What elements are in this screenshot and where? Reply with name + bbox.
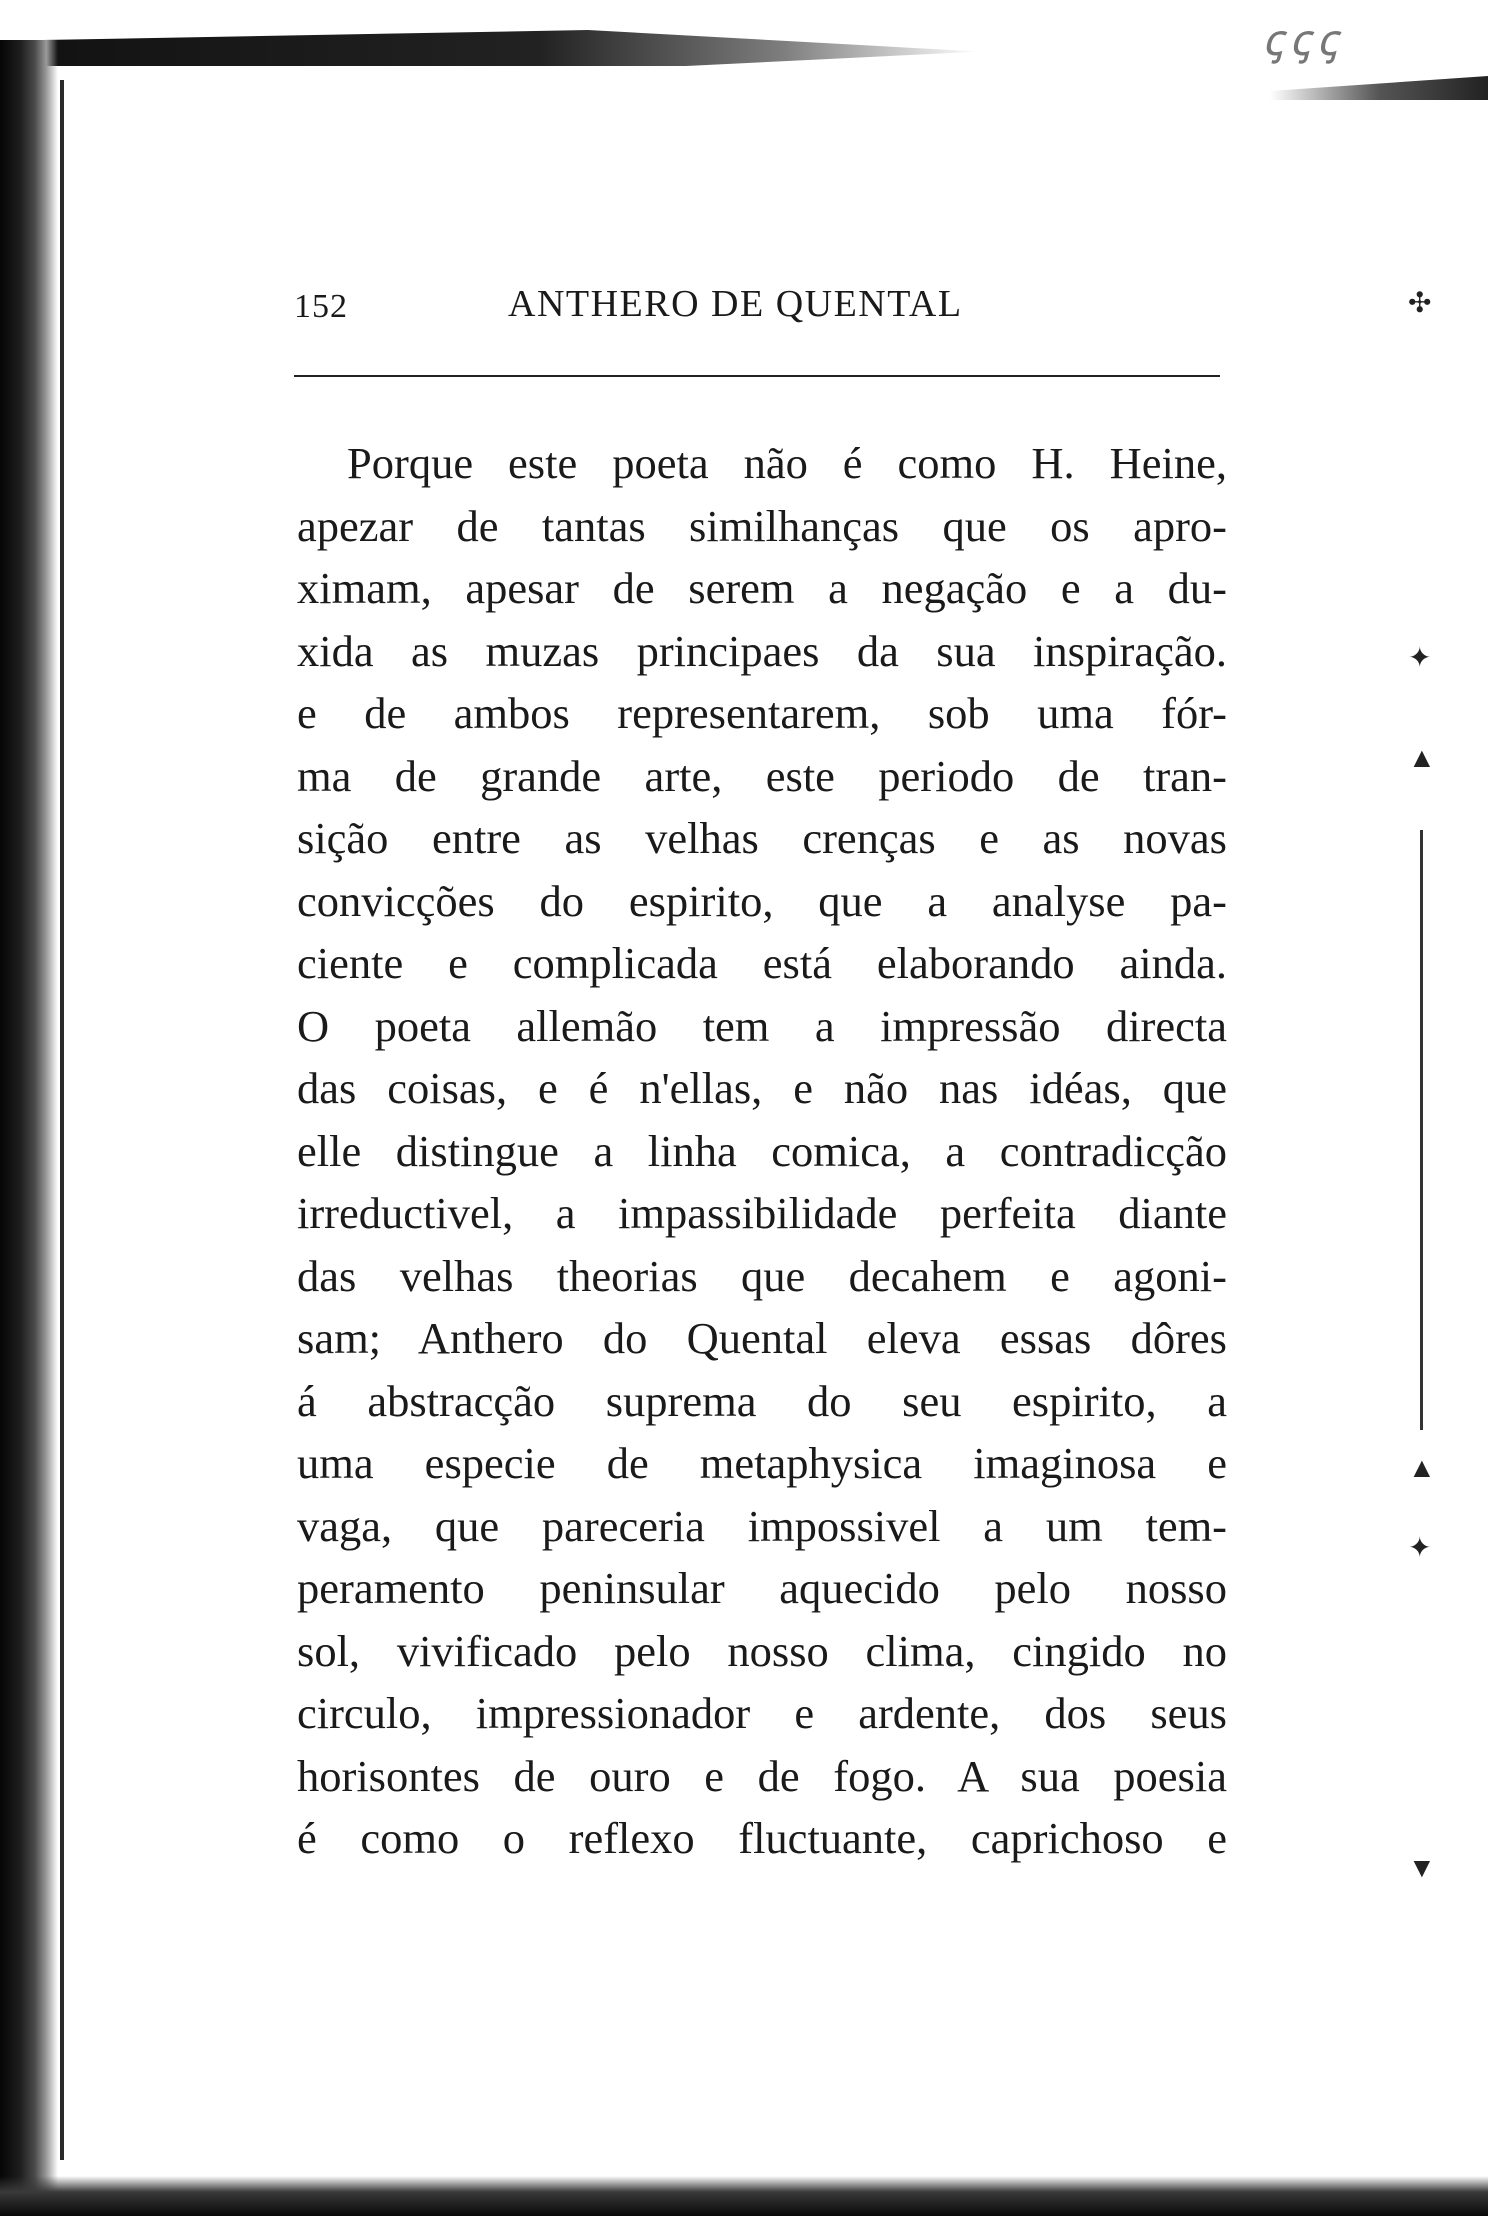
text-line: horisontes de ouro e de fogo. A sua poesia	[297, 1750, 1227, 1801]
text-line: ximam, apesar de serem a negação e a du-	[297, 563, 1227, 613]
body-paragraph	[297, 432, 1227, 1870]
text-line: sição entre as velhas crenças e as novas	[297, 813, 1227, 863]
text-line: ciente e complicada está elaborando ainda.	[297, 938, 1227, 988]
text-line: das coisas, e é n'ellas, e não nas idéas, que	[297, 1063, 1227, 1113]
page-header	[294, 282, 1224, 332]
text-line: é como o reflexo fluctuante, caprichoso e	[297, 1813, 1227, 1863]
text-line: á abstracção suprema do seu espirito, a	[297, 1375, 1227, 1426]
text-line: circulo, impressionador e ardente, dos seus	[297, 1688, 1227, 1738]
margin-ornament-mark: ▲	[1408, 743, 1436, 774]
page-binding-edge	[0, 40, 58, 2216]
page-bottom-edge	[0, 2176, 1488, 2216]
text-line: das velhas theorias que decahem e agoni-	[297, 1250, 1227, 1301]
margin-rule-line	[1420, 830, 1423, 1430]
margin-ornament-mark: ✦	[1408, 1533, 1432, 1564]
text-line: convicções do espirito, que a analyse pa-	[297, 875, 1227, 926]
text-line: e de ambos representarem, sob uma fór-	[297, 688, 1227, 738]
page-binding-line	[60, 80, 64, 2160]
text-line: sol, vivificado pelo nosso clima, cingido no	[297, 1625, 1227, 1676]
text-line: uma especie de metaphysica imaginosa e	[297, 1438, 1227, 1488]
text-line: irreductivel, a impassibilidade perfeita diante	[297, 1188, 1227, 1238]
text-line: elle distingue a linha comica, a contradicção	[297, 1125, 1227, 1176]
margin-ornament-mark: ✣	[1408, 288, 1432, 319]
text-line: O poeta allemão tem a impressão directa	[297, 1000, 1227, 1051]
margin-ornament-mark: ▲	[1408, 1453, 1436, 1484]
faded-stamp-mark: ꞔꞔꞔ	[1262, 16, 1344, 65]
scan-smudge-top-right	[1270, 70, 1488, 100]
text-line: xida as muzas principaes da sua inspiração.	[297, 625, 1227, 676]
margin-ornament-mark: ✦	[1408, 643, 1432, 674]
text-line: ma de grande arte, este periodo de tran-	[297, 750, 1227, 801]
page-number: 152	[294, 288, 348, 325]
text-line: Porque este poeta não é como H. Heine,	[347, 438, 1227, 488]
margin-ornament-mark: ▼	[1408, 1853, 1436, 1884]
text-line: apezar de tantas similhanças que os apro-	[297, 500, 1227, 551]
running-title: ANTHERO DE QUENTAL	[508, 283, 963, 325]
header-rule	[294, 375, 1220, 377]
scan-smudge-top	[0, 30, 980, 66]
text-line: sam; Anthero do Quental eleva essas dôres	[297, 1313, 1227, 1363]
text-line: vaga, que pareceria impossivel a um tem-	[297, 1500, 1227, 1551]
text-line: peramento peninsular aquecido pelo nosso	[297, 1563, 1227, 1613]
